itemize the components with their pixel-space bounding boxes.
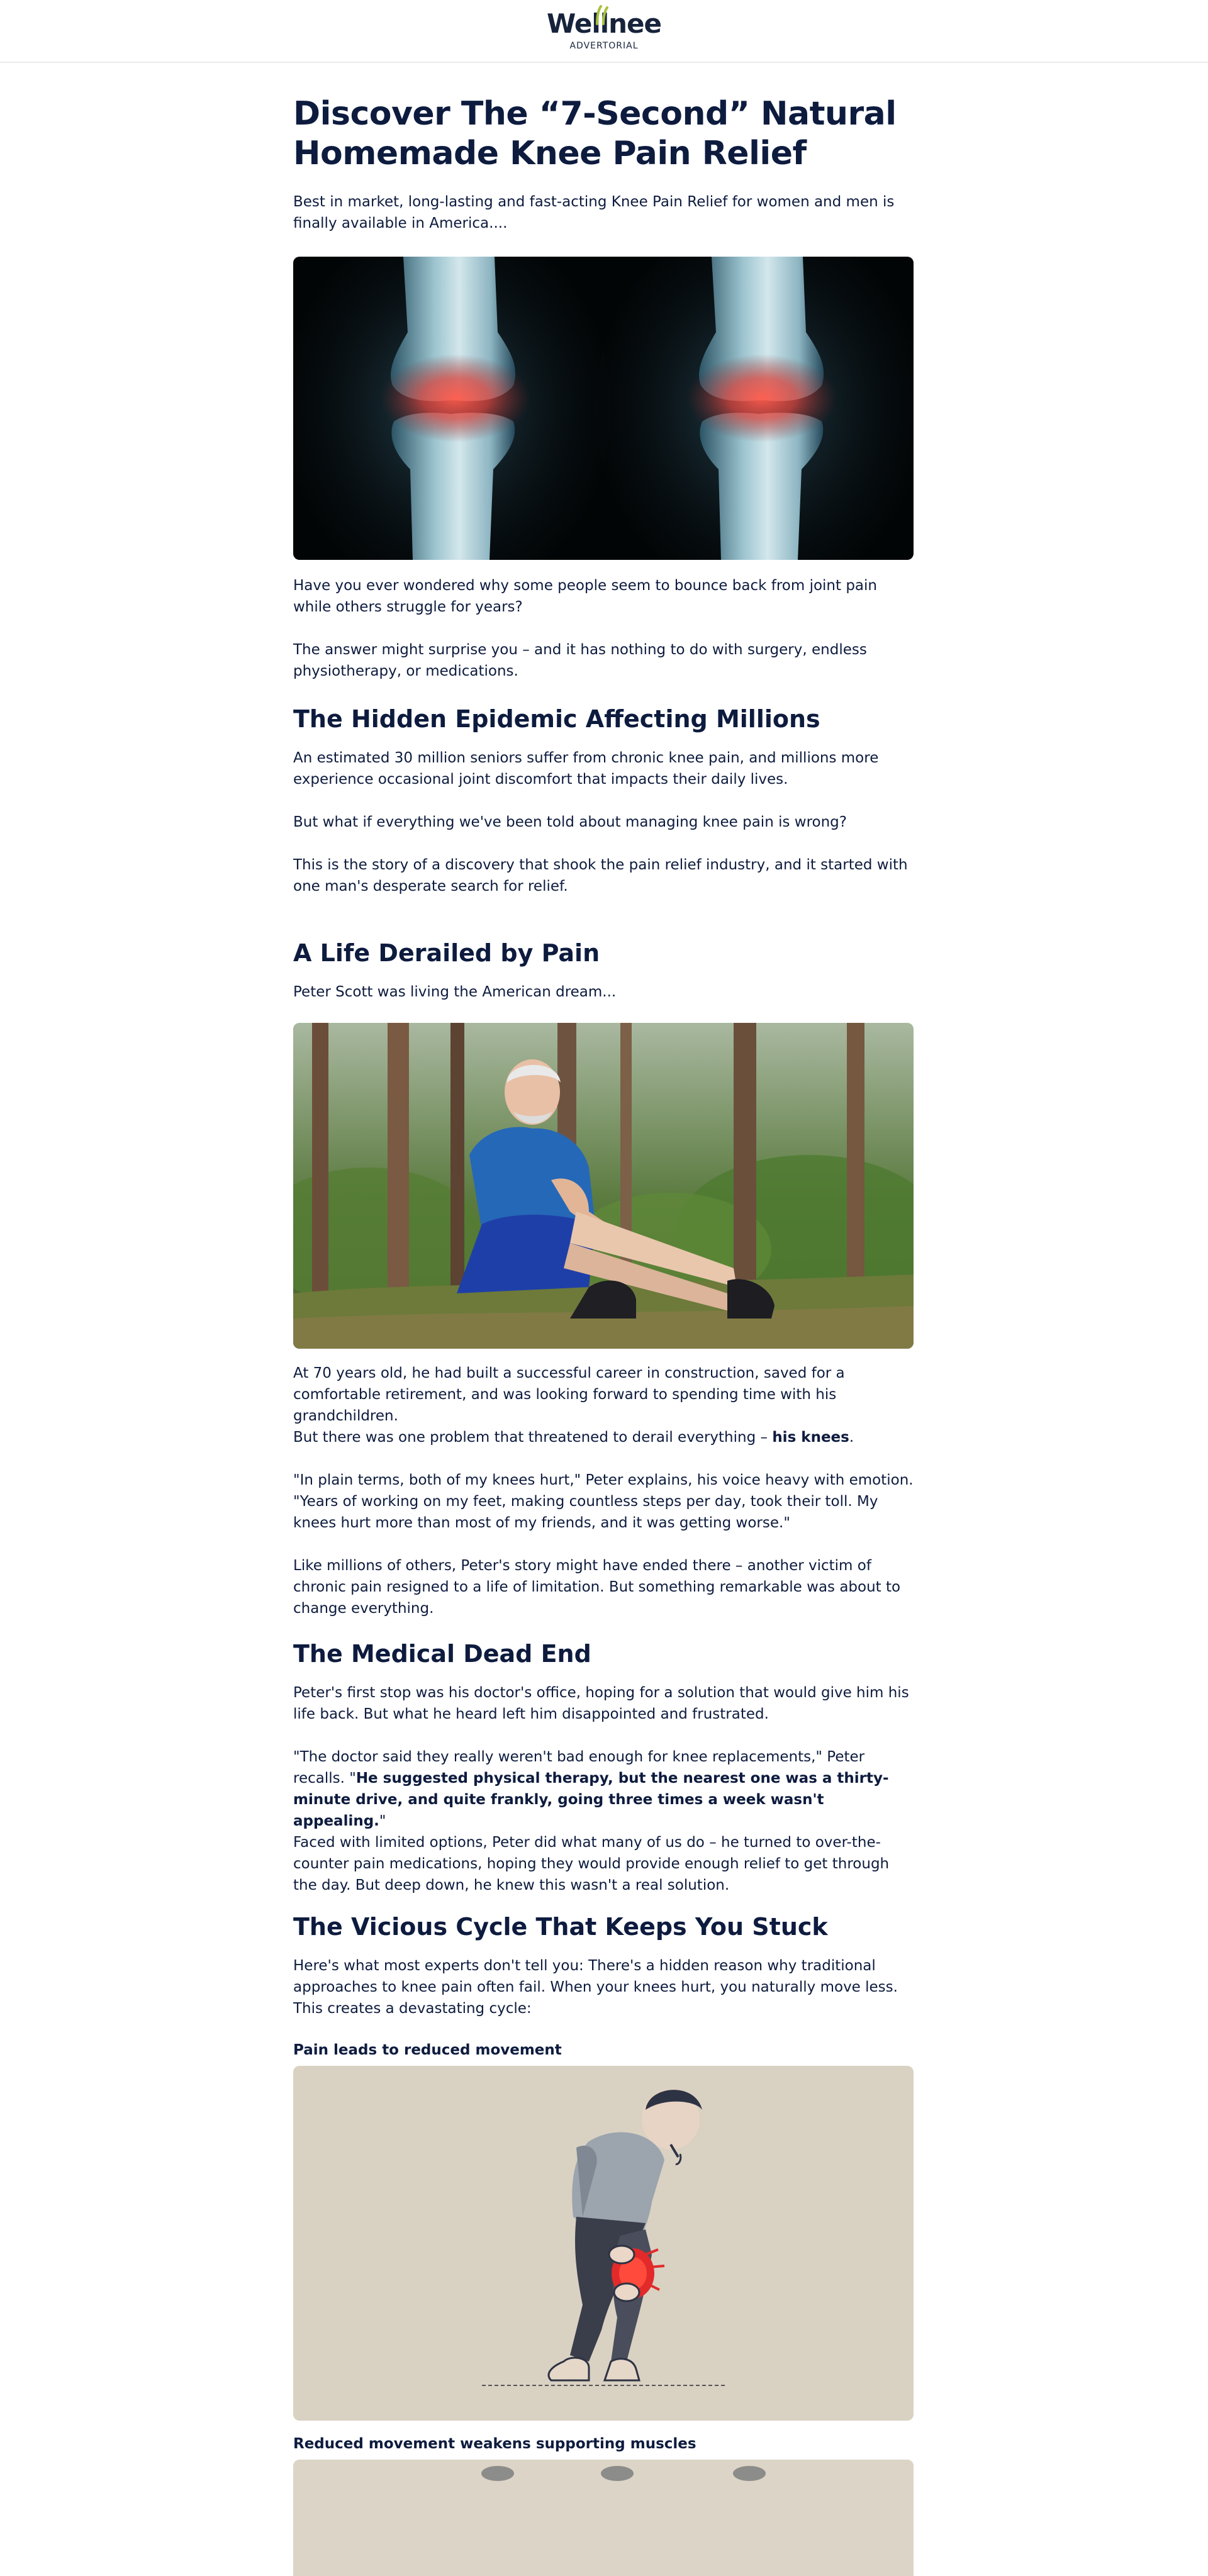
paragraph: Have you ever wondered why some people seem to bounce back from joint pain while others struggle for years? — [293, 577, 877, 615]
paragraph: But what if everything we've been told about managing knee pain is wrong? — [293, 814, 847, 830]
logo[interactable] — [0, 9, 1208, 52]
paragraph — [293, 1427, 914, 1448]
paragraph: "In plain terms, both of my knees hurt," Peter explains, his voice heavy with emotion. "Years of working on my feet, making countless steps per day, took their toll. My knees hurt more than most of my friends, and it was getting worse." — [293, 1472, 914, 1531]
paragraph: Faced with limited options, Peter did what many of us do – he turned to over-the-counter pain medications, hoping they would provide enough relief to get through the day. But deep down, he knew this wasn't a real solution. — [293, 1834, 890, 1893]
text: . — [849, 1429, 854, 1446]
text: "The doctor said they really weren't bad enough for knee replacements," Peter recalls. " — [293, 1749, 865, 1787]
peter-sitting-in-forest-image — [293, 1023, 914, 1349]
paragraph — [293, 1746, 914, 1832]
cycle-step-2: Reduced movement weakens supporting muscles — [293, 2436, 696, 2452]
text: " — [379, 1813, 386, 1829]
bold-text: He suggested physical therapy, but the nearest one was a thirty-minute drive, and quite frankly, going three times a week wasn't appealing. — [293, 1770, 889, 1829]
paragraph: Here's what most experts don't tell you: There's a hidden reason why traditional approaches to knee pain often fail. When your knees hurt, you naturally move less. This creates a devastating cycle: — [293, 1958, 898, 2017]
paragraph: Peter's first stop was his doctor's office, hoping for a solution that would give him his life back. But what he heard left him disappointed and frustrated. — [293, 1685, 909, 1722]
section-heading-cycle: The Vicious Cycle That Keeps You Stuck — [293, 1913, 828, 1941]
section-heading-life: A Life Derailed by Pain — [293, 939, 600, 967]
man-holding-knee-in-pain-image — [293, 2066, 914, 2421]
paragraph: The answer might surprise you – and it has nothing to do with surgery, endless physiotherapy, or medications. — [293, 642, 867, 679]
paragraph: Like millions of others, Peter's story might have ended there – another victim of chronic pain resigned to a life of limitation. But something remarkable was about to change everything. — [293, 1558, 901, 1617]
knee-xray-image — [293, 257, 914, 560]
site-header — [0, 0, 1208, 63]
paragraph: At 70 years old, he had built a successful career in construction, saved for a comfortable retirement, and was looking forward to spending time with his grandchildren. — [293, 1365, 845, 1424]
advertorial-label: ADVERTORIAL — [569, 41, 639, 51]
page-title: Discover The “7-Second” Natural Homemade Knee Pain Relief — [293, 95, 897, 172]
intro-paragraph: Best in market, long-lasting and fast-acting Knee Pain Relief for women and men is finally available in America.... — [293, 194, 895, 231]
section-heading-epidemic: The Hidden Epidemic Affecting Millions — [293, 705, 820, 733]
logo-leaf-icon — [592, 5, 613, 26]
paragraph: This is the story of a discovery that shook the pain relief industry, and it started with one man's desperate search for relief. — [293, 857, 908, 895]
cycle-step-1: Pain leads to reduced movement — [293, 2042, 562, 2058]
paragraph: Peter Scott was living the American dream... — [293, 984, 617, 1000]
bold-text: his knees — [772, 1429, 849, 1446]
logo-wordmark — [547, 9, 661, 39]
logo-text: Wellnee — [547, 8, 661, 39]
section-heading-medical: The Medical Dead End — [293, 1640, 591, 1668]
paragraph: An estimated 30 million seniors suffer from chronic knee pain, and millions more experience occasional joint discomfort that impacts their daily lives. — [293, 750, 879, 788]
text: But there was one problem that threatened to derail everything – — [293, 1429, 773, 1446]
muscle-illustration-image — [293, 2460, 914, 2576]
